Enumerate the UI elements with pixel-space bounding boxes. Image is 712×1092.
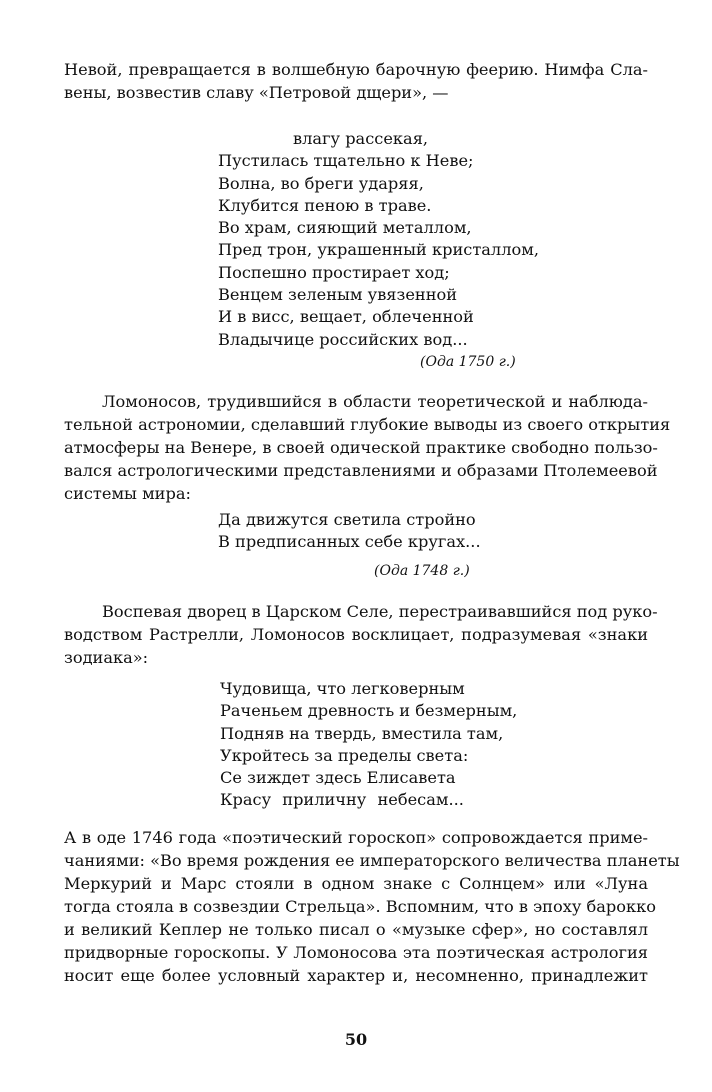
verse-line: Во храм, сияющий металлом, (218, 218, 472, 238)
text-line: вался астрологическими представлениями и образами Птолемеевой (64, 461, 658, 480)
verse-line: Владычице российских вод... (218, 329, 468, 349)
verse-line: И в висс, вещает, облеченной (218, 307, 474, 327)
verse-line: Да движутся светила стройно (218, 510, 476, 529)
verse-line: Волна, во бреги ударяя, (218, 173, 424, 193)
paragraph-2 (64, 390, 671, 505)
verse-2 (218, 509, 481, 554)
verse-line: Красу приличну небесам... (220, 790, 464, 810)
text-line: Невой, превращается в волшебную барочную феерию. Нимфа Сла- (64, 60, 648, 79)
verse-2-source: (Ода 1748 г.) (374, 563, 470, 579)
text-line: водством Растрелли, Ломоносов восклицает, подразумевая «знаки (64, 625, 648, 644)
verse-line: Пред трон, украшенный кристаллом, (218, 240, 539, 260)
text-line: придворные гороскопы. У Ломоносова эта поэтическая астрология (64, 943, 648, 962)
verse-line: Раченьем древность и безмерным, (220, 701, 518, 721)
verse-line: Се зиждет здесь Елисавета (220, 768, 456, 788)
paragraph-1 (64, 58, 648, 104)
text-line: Меркурий и Марс стояли в одном знаке с Солнцем» или «Луна (64, 874, 648, 893)
text-line: Ломоносов, трудившийся в области теоретической и наблюда- (102, 392, 648, 411)
text-line: атмосферы на Венере, в своей одической практике свободно пользо- (64, 438, 658, 457)
verse-line: Укройтесь за пределы света: (220, 745, 469, 765)
text-line: носит еще более условный характер и, несомненно, принадлежит (64, 966, 648, 985)
verse-3 (220, 678, 517, 812)
verse-1-source: (Ода 1750 г.) (420, 354, 516, 370)
text-line: и великий Кеплер не только писал о «музыке сфер», но составлял (64, 920, 648, 939)
text-line: зодиака»: (64, 648, 149, 667)
text-line: системы мира: (64, 484, 191, 503)
text-line: А в оде 1746 года «поэтический гороскоп» сопровождается приме- (64, 828, 648, 847)
paragraph-4 (64, 826, 680, 987)
text-line: чаниями: «Во время рождения ее императорского величества планеты (64, 851, 680, 870)
verse-line: Клубится пеною в траве. (218, 195, 432, 215)
verse-1 (218, 128, 539, 351)
verse-line: Пустилась тщательно к Неве; (218, 151, 474, 171)
text-line: Воспевая дворец в Царском Селе, перестраивавшийся под руко- (102, 602, 658, 621)
verse-line: В предписанных себе кругах... (218, 532, 481, 552)
text-line: тогда стояла в созвездии Стрельца». Вспомним, что в эпоху барокко (64, 897, 656, 916)
verse-line: Подняв на твердь, вместила там, (220, 723, 504, 743)
verse-line: Венцем зеленым увязенной (218, 285, 458, 305)
text-line: тельной астрономии, сделавший глубокие выводы из своего открытия (64, 415, 671, 434)
verse-line: влагу рассекая, (293, 129, 429, 148)
verse-line: Поспешно простирает ход; (218, 262, 450, 282)
verse-line: Чудовища, что легковерным (220, 679, 465, 698)
text-line: вены, возвестив славу «Петровой дщери», — (64, 83, 449, 102)
page-number: 50 (344, 1030, 368, 1049)
paragraph-3 (64, 600, 658, 669)
